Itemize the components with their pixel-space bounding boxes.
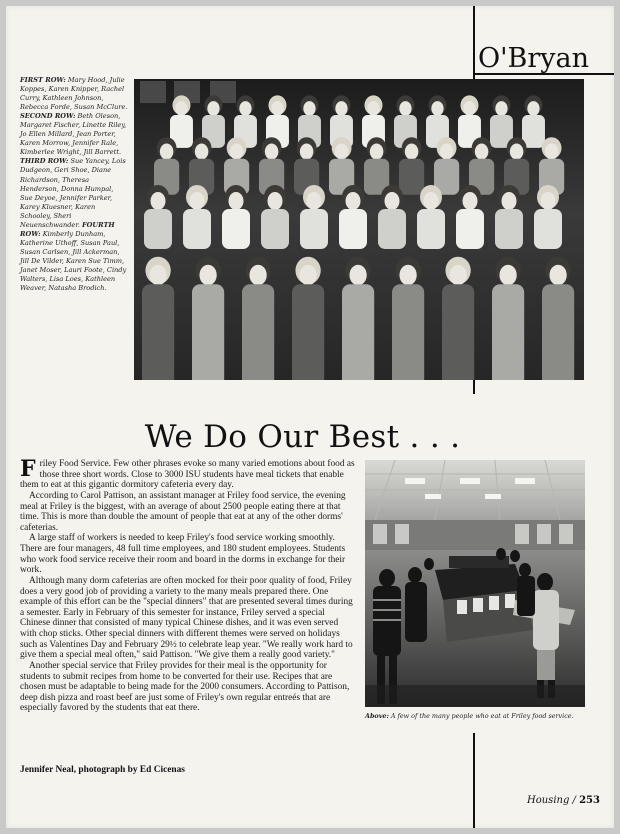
drop-cap: F	[20, 456, 36, 482]
page-number: 253	[579, 795, 600, 806]
article-paragraph: Although many dorm cafeterias are often mocked for their poor quality of food, Friley does a very good job of providing a variety to the many meals prepared there. One example of this effort can be the "special dinners" that are presented several times during a semester. Early in February of this semester for instance, Friley served a special Chinese dinner that consisted of many typical Chinese dishes, and it was even served with chop sticks. Other special dinners with different themes were served on holidays such as Valentines Day and February 29½ to celebrate leap year. "We really work hard to give them a special meal often," said Pattison. "We give them a really good variety."	[20, 575, 353, 661]
group-photo	[134, 79, 584, 380]
cafeteria-photo-illustration	[365, 460, 585, 707]
roster-row-label: SECOND ROW:	[20, 112, 76, 121]
byline: Jennifer Neal, photograph by Ed Cicenas	[20, 765, 185, 775]
header-vertical-rule	[473, 6, 475, 82]
roster-row-names: Mary Hood, Julie Koppes, Karen Knipper, Rachel Curry, Kathleen Johnson, Rebecca Forde, Susan McClure.	[20, 76, 128, 112]
roster-row-names: Kimberly Dunham, Katherine Uthoff, Susan Paul, Susan Carlsen, Jill Ackerman, Jill De Vilder, Karen Sue Timm, Janet Moser, Lauri Foote, Cindy Walters, Lisa Loes, Kathleen Weaver, Natasha Brodich.	[20, 229, 127, 293]
roster-row-names: Beth Oleson, Margaret Fischer, Linette Riley, Jo Ellen Millard, Jean Porter, Karen Morrow, Jennifer Rale, Kimberlee Wright, Jill Barrett.	[20, 112, 127, 157]
photo-divider-rule	[473, 380, 475, 394]
article-heading: We Do Our Best . . .	[144, 419, 461, 455]
dorm-title: O'Bryan	[478, 43, 590, 74]
roster-row-label: THIRD ROW:	[20, 157, 69, 166]
photo-caption	[365, 712, 585, 720]
article-body	[20, 456, 356, 714]
article-paragraph: Friley Food Service. Few other phrases evoke so many varied emotions about food as those three short words. Close to 3000 ISU students have meal tickets that enable them to eat at this gigantic dormitory cafeteria every day.	[20, 456, 355, 491]
caption-label: Above:	[365, 712, 389, 720]
roster-row-label: FIRST ROW:	[20, 76, 66, 84]
roster-row-names: Sue Yancey, Lois Dudgeon, Geri Shoe, Diane Richardson, Theresa Henderson, Donna Humpal, Sue Deyoe, Jennifer Parker, Karey Kluesner, Karen Schooley, Sheri Neuenschwander.	[20, 157, 126, 229]
article-paragraph: According to Carol Pattison, an assistant manager at Friley food service, the evening meal at Friley is the biggest, with an average of about 2500 people eating there at that time. This is more than double the amount of people that eat at any of the other dorms' cafeterias.	[20, 490, 346, 533]
article-paragraph: Another special service that Friley provides for their meal is the opportunity for students to submit recipes from home to be converted for their use. Recipes that are chosen must be adaptable to being made for the 2000 consumers. According to Pattison, deep dish pizza and roast beef are just some of Friley's own regular entreés that are especially favored by the students that eat there.	[20, 660, 350, 714]
section-name: Housing /	[527, 795, 580, 806]
roster-row-label: FOURTH ROW:	[20, 220, 115, 238]
roster-caption	[20, 76, 128, 293]
footer-vertical-rule	[473, 733, 475, 828]
article-paragraph: A large staff of workers is needed to keep Friley's food service working smoothly. There are four managers, 48 full time employees, and 180 student employees. Students who work food service receive their room and board in the dorms in exchange for their work.	[20, 533, 346, 576]
group-photo-illustration	[134, 79, 584, 380]
page-folio	[527, 795, 600, 806]
caption-text: A few of the many people who eat at Friley food service.	[388, 712, 574, 720]
cafeteria-photo	[365, 460, 585, 707]
